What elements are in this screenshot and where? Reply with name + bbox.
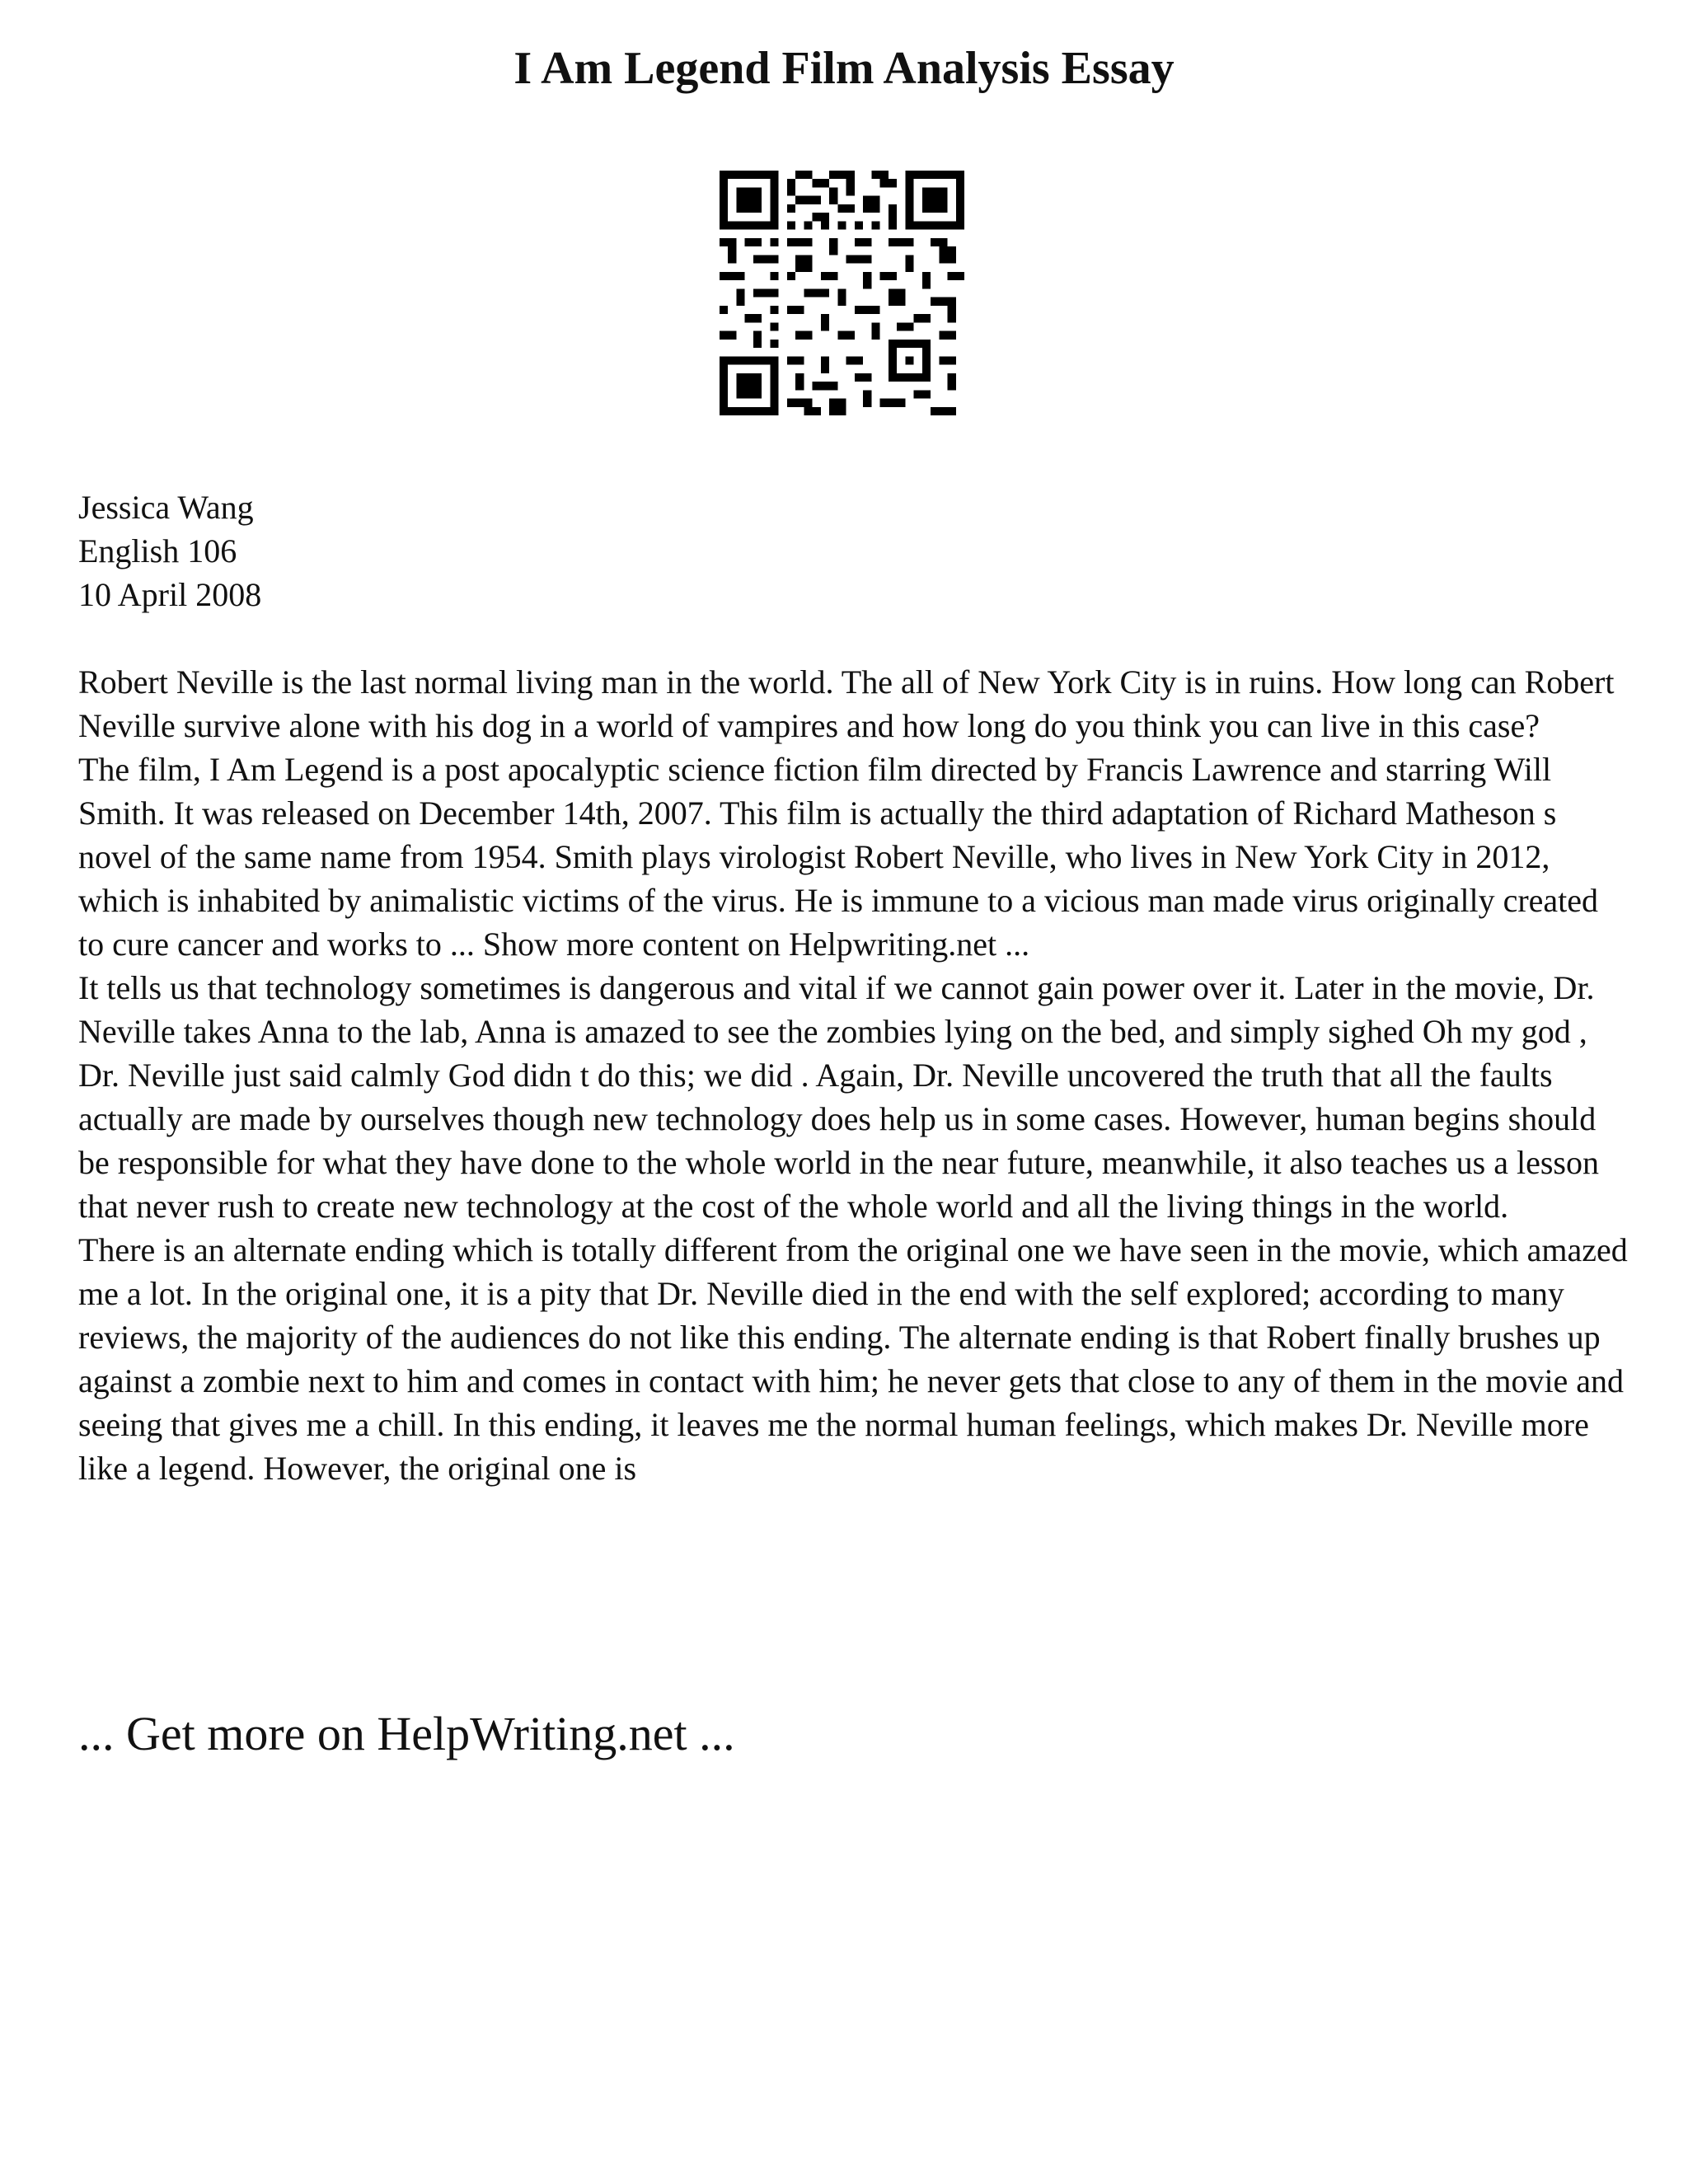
essay-paragraph: It tells us that technology sometimes is dangerous and vital if we cannot gain power over it. Later in the movie, Dr. Neville takes Anna to the lab, Anna is amazed to see the zombies lying on the bed, and simply sighed Oh my god , Dr. Neville just said calmly God didn t do this; we did . Again, Dr. Neville uncovered the truth that all the faults actually are made by ourselves though new technology does help us in some cases. However, human begins should be responsible for what they have done to the whole world in the near future, meanwhile, it also teaches us a lesson that never rush to create new technology at the cost of the whole world and all the living things in the world. (78, 969, 1599, 1225)
author-name: Jessica Wang (78, 489, 254, 526)
essay-paragraph: There is an alternate ending which is totally different from the original one we have seen in the movie, which amazed me a lot. In the original one, it is a pity that Dr. Neville died in the end with the self explored; according to many reviews, the majority of the audiences do not like this ending. The alternate ending is that Robert finally brushes up against a zombie next to him and comes in contact with him; he never gets that close to any of them in the movie and seeing that gives me a chill. In this ending, it leaves me the normal human feelings, which makes Dr. Neville more like a legend. However, the original one is (78, 1231, 1628, 1487)
course-name: English 106 (78, 532, 237, 569)
author-info (78, 485, 1628, 616)
get-more-link[interactable]: ... Get more on HelpWriting.net ... (78, 1707, 735, 1760)
essay-date: 10 April 2008 (78, 576, 262, 613)
essay-paragraph: Robert Neville is the last normal living man in the world. The all of New York City is in ruins. How long can Robert Neville survive alone with his dog in a world of vampires and how long do you think you can live in this case? (78, 663, 1615, 744)
essay-body (78, 660, 1628, 1490)
document-title: I Am Legend Film Analysis Essay (513, 43, 1175, 94)
essay-paragraph: The film, I Am Legend is a post apocalyptic science fiction film directed by Francis Lawrence and starring Will Smith. It was released on December 14th, 2007. This film is actually the third adaptation of Richard Matheson s novel of the same name from 1954. Smith plays virologist Robert Neville, who lives in New York City in 2012, which is inhabited by animalistic victims of the virus. He is immune to a vicious man made virus originally created to cure cancer and works to ... Show more content on Helpwriting.net ... (78, 751, 1599, 963)
qr-code-icon (720, 171, 964, 415)
